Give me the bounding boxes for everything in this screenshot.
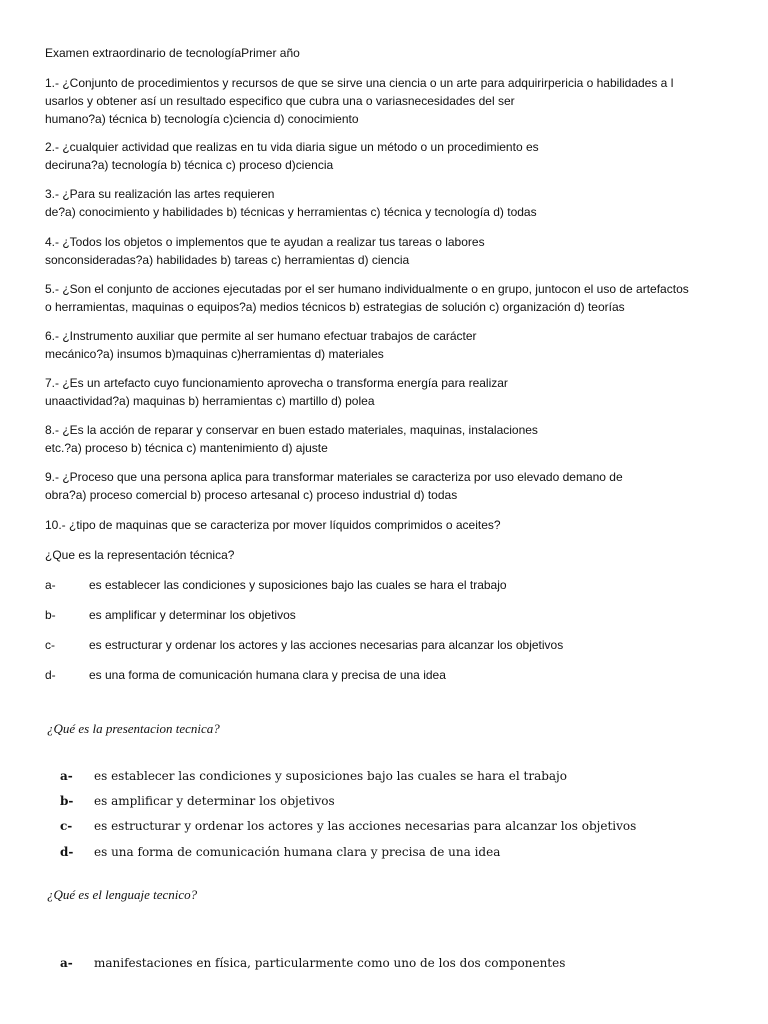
question-8: 8.- ¿Es la acción de reparar y conservar en buen estado materiales, maquinas, instalaciones etc.?a) proceso b) técnica c) mantenimiento d) ajuste (45, 423, 538, 455)
option-text: es amplificar y determinar los objetivos (94, 794, 335, 808)
question-1: 1.- ¿Conjunto de procedimientos y recursos de que se sirve una ciencia o un arte para adquirirpericia o habilidades a l usarlos y obtener así un resultado especifico que cubra una o variasnecesidades del ser humano?a) técnica b) tecnología c)ciencia d) conocimiento (45, 76, 674, 126)
option-text: manifestaciones en física, particularmente como uno de los dos componentes (94, 956, 566, 970)
option-letter: c- (45, 638, 55, 652)
question-6: 6.- ¿Instrumento auxiliar que permite al ser humano efectuar trabajos de carácter mecánico?a) insumos b)maquinas c)herramientas d) materiales (45, 329, 477, 361)
document-title: Examen extraordinario de tecnologíaPrimer año (45, 46, 300, 60)
section3-question: ¿Qué es el lenguaje tecnico? (47, 887, 198, 902)
option-text: es establecer las condiciones y suposiciones bajo las cuales se hara el trabajo (94, 769, 568, 783)
question-7: 7.- ¿Es un artefacto cuyo funcionamiento aprovecha o transforma energía para realizar unaactividad?a) maquinas b) herramientas c) martillo d) polea (45, 376, 508, 408)
question-9: 9.- ¿Proceso que una persona aplica para transformar materiales se caracteriza por uso elevado demano de obra?a) proceso comercial b) proceso artesanal c) proceso industrial d) todas (45, 470, 623, 502)
option-letter: a- (60, 956, 73, 970)
option-letter: d- (60, 845, 74, 859)
option-letter: a- (60, 769, 73, 783)
question-5: 5.- ¿Son el conjunto de acciones ejecutadas por el ser humano individualmente o en grupo, juntocon el uso de artefactos o herramientas, maquinas o equipos?a) medios técnicos b) estrategias de solución c) organización d) teorías (45, 282, 689, 314)
option-letter: d- (45, 668, 56, 682)
option-letter: c- (60, 819, 73, 833)
option-letter: a- (45, 578, 56, 592)
option-text: es estructurar y ordenar los actores y las acciones necesarias para alcanzar los objetivos (89, 638, 564, 652)
option-text: es amplificar y determinar los objetivos (89, 608, 296, 622)
option-letter: b- (60, 794, 74, 808)
option-text: es una forma de comunicación humana clara y precisa de una idea (89, 668, 446, 682)
option-text: es establecer las condiciones y suposiciones bajo las cuales se hara el trabajo (89, 578, 507, 592)
question-10: 10.- ¿tipo de maquinas que se caracteriza por mover líquidos comprimidos o aceites? (45, 518, 501, 532)
question-2: 2.- ¿cualquier actividad que realizas en tu vida diaria sigue un método o un procedimiento es deciruna?a) tecnología b) técnica c) proceso d)ciencia (45, 140, 539, 172)
question-3: 3.- ¿Para su realización las artes requieren de?a) conocimiento y habilidades b) técnicas y herramientas c) técnica y tecnología d) todas (45, 187, 537, 219)
option-letter: b- (45, 608, 56, 622)
section1-question: ¿Que es la representación técnica? (45, 548, 235, 562)
question-4: 4.- ¿Todos los objetos o implementos que te ayudan a realizar tus tareas o labores sonconsideradas?a) habilidades b) tareas c) herramientas d) ciencia (45, 235, 485, 267)
section2-question: ¿Qué es la presentacion tecnica? (47, 721, 220, 736)
option-text: es estructurar y ordenar los actores y las acciones necesarias para alcanzar los objetivos (94, 819, 637, 833)
option-text: es una forma de comunicación humana clara y precisa de una idea (94, 845, 501, 859)
